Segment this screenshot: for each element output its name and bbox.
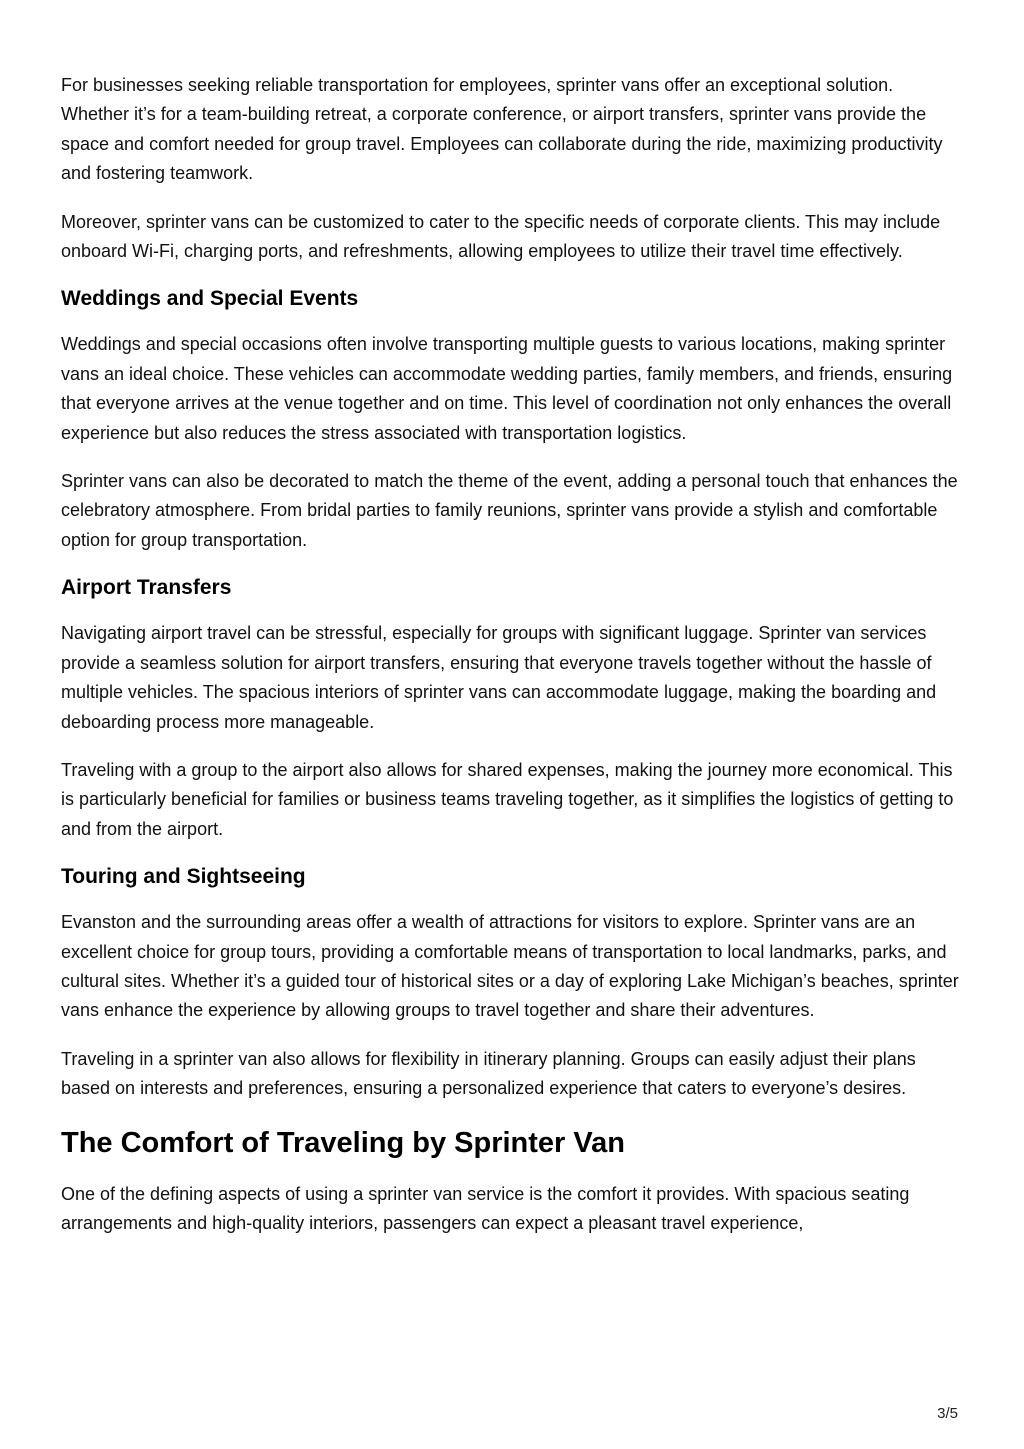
paragraph-corporate-transport: For businesses seeking reliable transportation for employees, sprinter vans offer an exceptional solution. Whether it’s for a team-building retreat, a corporate conference, or airport transfers, sprinter vans provide the space and comfort needed for group travel. Employees can collaborate during the ride, maximizing productivity and fostering teamwork. — [61, 75, 943, 184]
page-number: 3/5 — [937, 1405, 958, 1422]
paragraph-comfort-intro: One of the defining aspects of using a sprinter van service is the comfort it provides. With spacious seating arrangements and high-quality interiors, passengers can expect a pleasant travel experience, — [61, 1183, 910, 1233]
paragraph-touring-flexibility: Traveling in a sprinter van also allows for flexibility in itinerary planning. Groups can easily adjust their plans based on interests and preferences, ensuring a personalized experience that caters to everyone’s desires. — [61, 1048, 916, 1099]
paragraph-airport-expenses: Traveling with a group to the airport also allows for shared expenses, making the journey more economical. This is particularly beneficial for families or business teams traveling together, as it simplifies the logistics of getting to and from the airport. — [61, 759, 954, 839]
heading-weddings-special-events: Weddings and Special Events — [61, 287, 359, 311]
heading-comfort-sprinter-van: The Comfort of Traveling by Sprinter Van — [61, 1126, 625, 1159]
paragraph-touring-attractions: Evanston and the surrounding areas offer a wealth of attractions for visitors to explore. Sprinter vans are an excellent choice for group tours, providing a comfortable means of transportation to local landmarks, parks, and cultural sites. Whether it’s a guided tour of historical sites or a day of exploring Lake Michigan’s beaches, sprinter vans enhance the experience by allowing groups to travel together and share their adventures. — [61, 912, 959, 1021]
heading-touring-sightseeing: Touring and Sightseeing — [61, 865, 306, 889]
paragraph-airport-luggage: Navigating airport travel can be stressful, especially for groups with significant luggage. Sprinter van services provide a seamless solution for airport transfers, ensuring that everyone travels together without the hassle of multiple vehicles. The spacious interiors of sprinter vans can accommodate luggage, making the boarding and deboarding process more manageable. — [61, 623, 937, 732]
paragraph-weddings-guests: Weddings and special occasions often involve transporting multiple guests to various locations, making sprinter vans an ideal choice. These vehicles can accommodate wedding parties, family members, and friends, ensuring that everyone arrives at the venue together and on time. This level of coordination not only enhances the overall experience but also reduces the stress associated with transportation logistics. — [61, 334, 953, 443]
paragraph-weddings-decoration: Sprinter vans can also be decorated to match the theme of the event, adding a personal touch that enhances the celebratory atmosphere. From bridal parties to family reunions, sprinter vans provide a stylish and comfortable option for group transportation. — [61, 471, 958, 550]
heading-airport-transfers: Airport Transfers — [61, 576, 232, 600]
document-body — [61, 71, 966, 1257]
paragraph-corporate-customization: Moreover, sprinter vans can be customized to cater to the specific needs of corporate clients. This may include onboard Wi-Fi, charging ports, and refreshments, allowing employees to utilize their travel time effectively. — [61, 211, 941, 262]
